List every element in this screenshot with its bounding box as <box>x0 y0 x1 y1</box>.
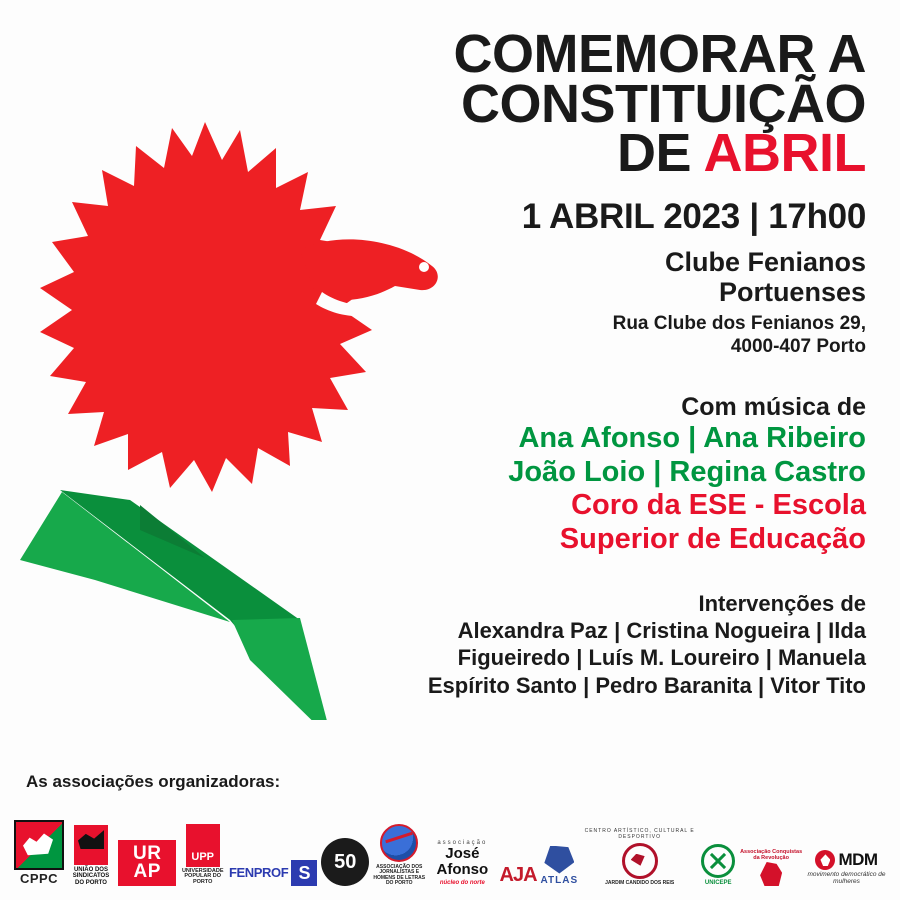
music-performers-line-1: Ana Afonso | Ana Ribeiro <box>518 422 866 455</box>
headline-line-3-prefix: DE <box>617 123 704 184</box>
logo-caption: ATLAS <box>540 874 579 886</box>
logo-ajhlp <box>373 823 425 886</box>
venue-line-1: Clube Fenianos <box>664 247 866 278</box>
speakers-section <box>346 591 866 700</box>
address-line-1: Rua Clube dos Fenianos 29, <box>612 313 866 335</box>
cacd-top-text: CENTRO ARTÍSTICO, CULTURAL E DESPORTIVO <box>584 828 695 840</box>
venue-line-2: Portuenses <box>718 277 866 308</box>
music-section <box>346 393 866 557</box>
logo-liga-50 <box>321 838 369 886</box>
logo-associacao-jose-afonso <box>429 840 495 886</box>
aja-name-text: José Afonso <box>436 845 489 878</box>
logo-conquistas-revolucao <box>739 848 803 886</box>
logo-caption: UNIVERSIDADE POPULAR DO PORTO <box>181 867 224 886</box>
unicepe-wheel-icon <box>701 844 735 878</box>
cacd-ring-icon <box>622 843 658 879</box>
logo-atlas <box>541 846 579 887</box>
speakers-line-2: Figueiredo | Luís M. Loureiro | Manuela <box>457 645 866 671</box>
speakers-line-1: Alexandra Paz | Cristina Nogueira | Ilda <box>457 617 866 643</box>
logo-caption: CPPC <box>19 871 59 887</box>
logo-aja-monogram <box>500 865 537 886</box>
mdm-text: MDM <box>838 850 878 870</box>
logo-caption: UNIÃO DOS SINDICATOS DO PORTO <box>72 867 110 886</box>
upp-wordmark: UPP <box>186 824 220 867</box>
page-title <box>346 24 866 184</box>
fenprof-wordmark <box>229 860 317 886</box>
logo-caption: Associação Conquistas da Revolução <box>740 849 803 862</box>
venue-name <box>346 247 866 307</box>
cppc-dove-icon <box>14 820 64 870</box>
liga-50-badge: 50 <box>321 838 369 886</box>
headline-line-1: COMEMORAR A <box>453 24 866 84</box>
music-performers-line-3: Coro da ESE - Escola <box>571 489 866 522</box>
aja-top-text: associação <box>437 839 488 846</box>
logo-caption: núcleo do norte <box>439 879 485 886</box>
logo-urap <box>118 840 177 886</box>
logo-upp <box>180 824 224 886</box>
cgtp-flag-icon <box>74 825 108 865</box>
speakers-section-title: Intervenções de <box>698 590 866 616</box>
aja-wordmark <box>429 840 495 878</box>
organisers-label: As associações organizadoras: <box>26 772 281 791</box>
logo-caption: UNICEPE <box>704 879 732 886</box>
venue-address <box>346 313 866 359</box>
headline-highlight: ABRIL <box>703 123 866 184</box>
logo-centro-artistico <box>582 829 697 886</box>
acr-fist-icon <box>760 862 782 886</box>
speakers-line-3: Espírito Santo | Pedro Baranita | Vitor Tito <box>427 672 866 698</box>
logo-caption: JARDIM CANDIDO DOS REIS <box>605 879 675 886</box>
fenprof-text: FENPROF <box>228 865 289 881</box>
ajhlp-globe-icon <box>376 823 422 863</box>
logo-caption: movimento democrático de mulheres <box>807 871 886 886</box>
music-performers-line-2: João Loio | Regina Castro <box>508 455 866 488</box>
logo-fenprof <box>229 860 317 886</box>
headline-line-3 <box>346 123 866 184</box>
poster-text-column <box>346 24 866 699</box>
logo-unicepe <box>701 844 735 886</box>
music-section-title: Com música de <box>681 393 866 422</box>
logo-cppc <box>14 820 64 886</box>
urap-wordmark: UR AP <box>118 840 177 886</box>
mdm-wordmark <box>815 850 877 870</box>
event-datetime: 1 ABRIL 2023 | 17h00 <box>521 197 866 237</box>
logo-cgtp <box>68 825 114 886</box>
logo-mdm <box>807 850 886 886</box>
mdm-dove-icon <box>815 850 835 870</box>
address-line-2: 4000-407 Porto <box>730 336 866 358</box>
music-performers-line-4: Superior de Educação <box>559 522 866 555</box>
logo-caption: ASSOCIAÇÃO DOS JORNALISTAS E HOMENS DE LETRAS DO PORTO <box>373 864 426 886</box>
headline-line-2: CONSTITUIÇÃO <box>461 73 866 134</box>
organiser-logo-strip <box>14 802 886 886</box>
fenprof-square-icon: S <box>291 860 317 886</box>
aja-monogram-icon: AJA <box>499 864 537 886</box>
atlas-glyph-icon <box>544 846 574 874</box>
